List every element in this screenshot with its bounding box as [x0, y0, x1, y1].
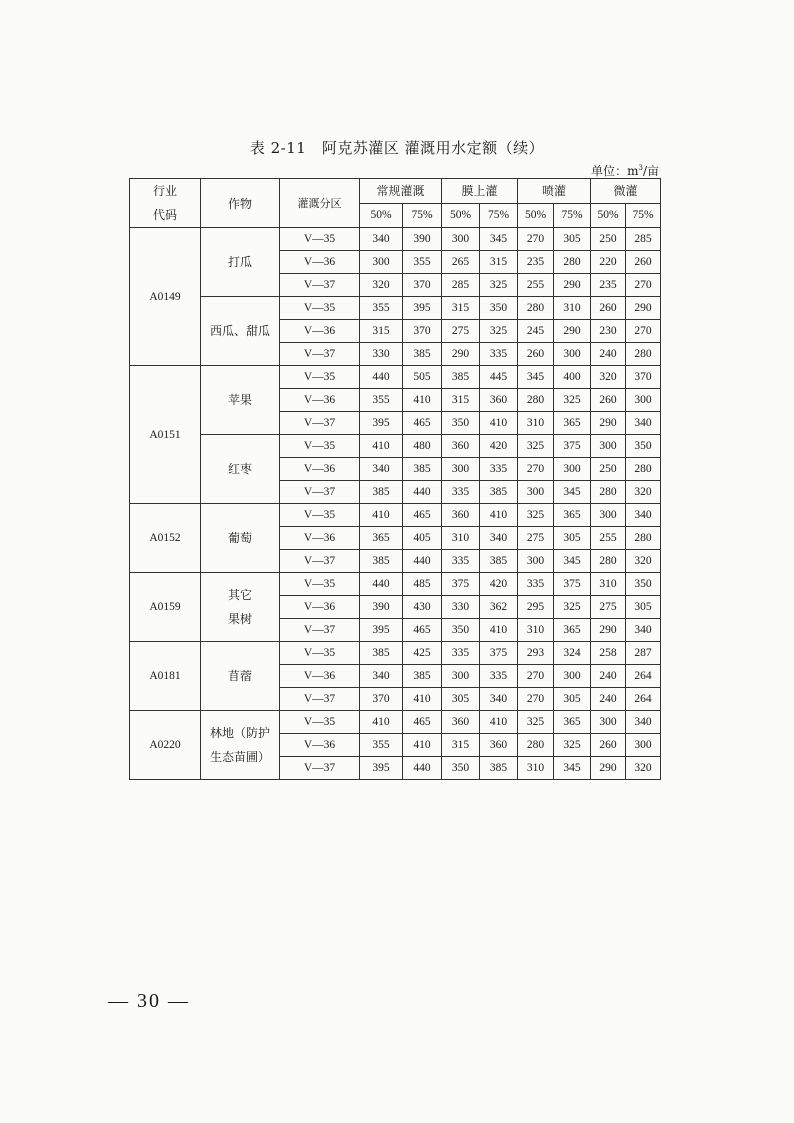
quota-value-cell: 285 — [442, 274, 480, 297]
page-number: — 30 — — [108, 990, 190, 1012]
zone-cell: V—36 — [280, 389, 360, 412]
crop-name-cell: 苜蓿 — [201, 642, 280, 711]
zone-cell: V—37 — [280, 619, 360, 642]
quota-value-cell: 340 — [360, 228, 403, 251]
table-row — [130, 711, 661, 734]
quota-value-cell: 290 — [626, 297, 661, 320]
quota-value-cell: 345 — [554, 550, 591, 573]
quota-value-cell: 350 — [442, 412, 480, 435]
quota-value-cell: 375 — [554, 435, 591, 458]
quota-value-cell: 255 — [518, 274, 554, 297]
quota-value-cell: 385 — [403, 665, 442, 688]
zone-cell: V—37 — [280, 412, 360, 435]
quota-value-cell: 350 — [626, 573, 661, 596]
quota-value-cell: 375 — [480, 642, 518, 665]
quota-value-cell: 258 — [591, 642, 626, 665]
quota-value-cell: 235 — [591, 274, 626, 297]
industry-code-cell: A0159 — [130, 573, 201, 642]
quota-value-cell: 315 — [442, 734, 480, 757]
quota-value-cell: 465 — [403, 619, 442, 642]
quota-value-cell: 280 — [626, 343, 661, 366]
unit-suffix: /亩 — [642, 164, 659, 178]
table-row — [130, 228, 661, 251]
table-row — [130, 573, 661, 596]
quota-value-cell: 410 — [403, 688, 442, 711]
header-crop: 作物 — [201, 179, 280, 228]
table-row — [130, 435, 661, 458]
header-zone: 灌溉分区 — [280, 179, 360, 228]
quota-value-cell: 315 — [442, 297, 480, 320]
header-p75: 75% — [480, 203, 518, 228]
quota-value-cell: 370 — [360, 688, 403, 711]
quota-value-cell: 355 — [403, 251, 442, 274]
quota-value-cell: 440 — [360, 366, 403, 389]
quota-value-cell: 395 — [360, 619, 403, 642]
quota-value-cell: 290 — [442, 343, 480, 366]
quota-value-cell: 315 — [360, 320, 403, 343]
quota-value-cell: 385 — [442, 366, 480, 389]
quota-value-cell: 280 — [626, 527, 661, 550]
quota-value-cell: 385 — [360, 642, 403, 665]
quota-value-cell: 300 — [442, 228, 480, 251]
zone-cell: V—36 — [280, 665, 360, 688]
quota-value-cell: 320 — [626, 481, 661, 504]
quota-value-cell: 330 — [442, 596, 480, 619]
quota-value-cell: 280 — [591, 550, 626, 573]
quota-value-cell: 325 — [554, 389, 591, 412]
quota-value-cell: 320 — [626, 757, 661, 780]
crop-name-cell: 红枣 — [201, 435, 280, 504]
industry-code-cell: A0151 — [130, 366, 201, 504]
quota-value-cell: 280 — [518, 389, 554, 412]
quota-value-cell: 310 — [554, 297, 591, 320]
quota-value-cell: 445 — [480, 366, 518, 389]
unit-superscript: 3 — [638, 164, 643, 172]
quota-value-cell: 365 — [554, 504, 591, 527]
table-row — [130, 642, 661, 665]
quota-value-cell: 335 — [442, 481, 480, 504]
quota-value-cell: 345 — [554, 757, 591, 780]
quota-value-cell: 300 — [360, 251, 403, 274]
quota-value-cell: 370 — [403, 274, 442, 297]
quota-value-cell: 395 — [360, 757, 403, 780]
quota-value-cell: 360 — [480, 389, 518, 412]
quota-value-cell: 250 — [591, 458, 626, 481]
zone-cell: V—37 — [280, 343, 360, 366]
header-p50: 50% — [442, 203, 480, 228]
header-code: 行业 代码 — [130, 179, 201, 228]
quota-value-cell: 270 — [518, 228, 554, 251]
quota-value-cell: 410 — [403, 389, 442, 412]
header-p50: 50% — [360, 203, 403, 228]
quota-value-cell: 410 — [480, 711, 518, 734]
table-row — [130, 504, 661, 527]
quota-value-cell: 305 — [554, 228, 591, 251]
quota-value-cell: 287 — [626, 642, 661, 665]
crop-name-cell: 其它 果树 — [201, 573, 280, 642]
quota-value-cell: 385 — [480, 550, 518, 573]
quota-value-cell: 290 — [591, 757, 626, 780]
quota-value-cell: 300 — [626, 734, 661, 757]
quota-value-cell: 275 — [591, 596, 626, 619]
quota-value-cell: 324 — [554, 642, 591, 665]
industry-code-cell: A0220 — [130, 711, 201, 780]
quota-value-cell: 360 — [442, 504, 480, 527]
quota-value-cell: 385 — [480, 481, 518, 504]
header-row-1 — [130, 179, 661, 204]
quota-value-cell: 345 — [480, 228, 518, 251]
quota-value-cell: 275 — [518, 527, 554, 550]
quota-value-cell: 360 — [442, 711, 480, 734]
quota-value-cell: 410 — [360, 504, 403, 527]
quota-value-cell: 360 — [480, 734, 518, 757]
quota-value-cell: 300 — [442, 458, 480, 481]
zone-cell: V—36 — [280, 458, 360, 481]
quota-value-cell: 355 — [360, 297, 403, 320]
quota-value-cell: 385 — [480, 757, 518, 780]
header-p50: 50% — [591, 203, 626, 228]
quota-value-cell: 260 — [518, 343, 554, 366]
quota-value-cell: 290 — [554, 274, 591, 297]
header-method-film: 膜上灌 — [442, 179, 518, 204]
quota-value-cell: 260 — [626, 251, 661, 274]
quota-value-cell: 410 — [360, 435, 403, 458]
zone-cell: V—36 — [280, 734, 360, 757]
quota-value-cell: 385 — [360, 481, 403, 504]
quota-value-cell: 300 — [554, 665, 591, 688]
quota-value-cell: 335 — [442, 550, 480, 573]
quota-value-cell: 385 — [403, 343, 442, 366]
quota-value-cell: 260 — [591, 389, 626, 412]
quota-value-cell: 335 — [518, 573, 554, 596]
quota-value-cell: 290 — [554, 320, 591, 343]
quota-value-cell: 410 — [480, 412, 518, 435]
quota-value-cell: 305 — [626, 596, 661, 619]
quota-value-cell: 340 — [626, 504, 661, 527]
quota-value-cell: 385 — [403, 458, 442, 481]
quota-value-cell: 425 — [403, 642, 442, 665]
quota-value-cell: 335 — [442, 642, 480, 665]
header-method-sprinkler: 喷灌 — [518, 179, 591, 204]
unit-prefix: 单位：m — [591, 164, 639, 178]
quota-value-cell: 505 — [403, 366, 442, 389]
quota-value-cell: 375 — [554, 573, 591, 596]
quota-value-cell: 315 — [480, 251, 518, 274]
table-row — [130, 366, 661, 389]
quota-value-cell: 305 — [554, 688, 591, 711]
quota-value-cell: 250 — [591, 228, 626, 251]
quota-value-cell: 330 — [360, 343, 403, 366]
quota-value-cell: 340 — [360, 665, 403, 688]
unit-label — [591, 162, 659, 179]
zone-cell: V—36 — [280, 320, 360, 343]
quota-value-cell: 325 — [480, 274, 518, 297]
quota-value-cell: 410 — [480, 504, 518, 527]
quota-value-cell: 300 — [554, 343, 591, 366]
quota-value-cell: 315 — [442, 389, 480, 412]
quota-value-cell: 350 — [480, 297, 518, 320]
quota-value-cell: 320 — [626, 550, 661, 573]
quota-value-cell: 420 — [480, 435, 518, 458]
quota-value-cell: 270 — [626, 274, 661, 297]
zone-cell: V—36 — [280, 527, 360, 550]
zone-cell: V—37 — [280, 550, 360, 573]
header-p75: 75% — [403, 203, 442, 228]
quota-value-cell: 270 — [518, 688, 554, 711]
quota-value-cell: 340 — [480, 688, 518, 711]
quota-value-cell: 395 — [403, 297, 442, 320]
quota-value-cell: 300 — [518, 481, 554, 504]
quota-value-cell: 465 — [403, 412, 442, 435]
quota-value-cell: 310 — [518, 619, 554, 642]
quota-value-cell: 395 — [360, 412, 403, 435]
quota-value-cell: 300 — [591, 435, 626, 458]
quota-value-cell: 300 — [626, 389, 661, 412]
quota-value-cell: 325 — [554, 734, 591, 757]
quota-value-cell: 340 — [626, 412, 661, 435]
quota-value-cell: 440 — [403, 550, 442, 573]
quota-value-cell: 280 — [518, 734, 554, 757]
quota-value-cell: 400 — [554, 366, 591, 389]
irrigation-quota-table — [129, 178, 661, 780]
quota-value-cell: 240 — [591, 665, 626, 688]
quota-value-cell: 300 — [442, 665, 480, 688]
quota-value-cell: 295 — [518, 596, 554, 619]
quota-value-cell: 440 — [403, 757, 442, 780]
quota-value-cell: 405 — [403, 527, 442, 550]
quota-value-cell: 240 — [591, 343, 626, 366]
quota-value-cell: 320 — [360, 274, 403, 297]
zone-cell: V—37 — [280, 757, 360, 780]
quota-value-cell: 370 — [403, 320, 442, 343]
quota-value-cell: 290 — [591, 412, 626, 435]
quota-value-cell: 325 — [518, 435, 554, 458]
quota-value-cell: 264 — [626, 665, 661, 688]
quota-value-cell: 230 — [591, 320, 626, 343]
quota-value-cell: 270 — [518, 665, 554, 688]
quota-value-cell: 235 — [518, 251, 554, 274]
quota-value-cell: 410 — [360, 711, 403, 734]
zone-cell: V—35 — [280, 435, 360, 458]
quota-value-cell: 280 — [626, 458, 661, 481]
quota-value-cell: 245 — [518, 320, 554, 343]
industry-code-cell: A0152 — [130, 504, 201, 573]
quota-value-cell: 365 — [360, 527, 403, 550]
quota-value-cell: 345 — [518, 366, 554, 389]
zone-cell: V—37 — [280, 274, 360, 297]
quota-value-cell: 360 — [442, 435, 480, 458]
quota-value-cell: 265 — [442, 251, 480, 274]
quota-value-cell: 370 — [626, 366, 661, 389]
header-method-conventional: 常规灌溉 — [360, 179, 442, 204]
quota-value-cell: 300 — [554, 458, 591, 481]
quota-value-cell: 280 — [554, 251, 591, 274]
quota-value-cell: 260 — [591, 734, 626, 757]
quota-value-cell: 355 — [360, 389, 403, 412]
quota-value-cell: 340 — [360, 458, 403, 481]
quota-value-cell: 390 — [403, 228, 442, 251]
quota-value-cell: 362 — [480, 596, 518, 619]
quota-value-cell: 365 — [554, 711, 591, 734]
zone-cell: V—35 — [280, 504, 360, 527]
quota-value-cell: 264 — [626, 688, 661, 711]
quota-value-cell: 320 — [591, 366, 626, 389]
quota-value-cell: 270 — [626, 320, 661, 343]
quota-value-cell: 260 — [591, 297, 626, 320]
quota-value-cell: 340 — [626, 619, 661, 642]
industry-code-cell: A0149 — [130, 228, 201, 366]
crop-name-cell: 西瓜、甜瓜 — [201, 297, 280, 366]
quota-value-cell: 300 — [591, 504, 626, 527]
table-title: 表 2-11 阿克苏灌区 灌溉用水定额（续） — [249, 139, 545, 157]
quota-value-cell: 350 — [626, 435, 661, 458]
zone-cell: V—35 — [280, 228, 360, 251]
quota-value-cell: 465 — [403, 504, 442, 527]
quota-value-cell: 420 — [480, 573, 518, 596]
quota-value-cell: 390 — [360, 596, 403, 619]
quota-value-cell: 350 — [442, 619, 480, 642]
industry-code-cell: A0181 — [130, 642, 201, 711]
quota-value-cell: 335 — [480, 343, 518, 366]
quota-value-cell: 480 — [403, 435, 442, 458]
table-body — [130, 228, 661, 780]
quota-value-cell: 485 — [403, 573, 442, 596]
quota-value-cell: 220 — [591, 251, 626, 274]
quota-value-cell: 410 — [403, 734, 442, 757]
quota-value-cell: 300 — [591, 711, 626, 734]
quota-value-cell: 385 — [360, 550, 403, 573]
quota-value-cell: 430 — [403, 596, 442, 619]
quota-value-cell: 440 — [360, 573, 403, 596]
quota-value-cell: 305 — [442, 688, 480, 711]
quota-value-cell: 310 — [591, 573, 626, 596]
header-p50: 50% — [518, 203, 554, 228]
quota-value-cell: 310 — [442, 527, 480, 550]
quota-value-cell: 285 — [626, 228, 661, 251]
quota-value-cell: 335 — [480, 665, 518, 688]
quota-value-cell: 325 — [518, 711, 554, 734]
quota-value-cell: 325 — [480, 320, 518, 343]
zone-cell: V—36 — [280, 596, 360, 619]
zone-cell: V—35 — [280, 297, 360, 320]
quota-value-cell: 365 — [554, 619, 591, 642]
quota-value-cell: 350 — [442, 757, 480, 780]
quota-value-cell: 365 — [554, 412, 591, 435]
quota-value-cell: 310 — [518, 412, 554, 435]
zone-cell: V—37 — [280, 481, 360, 504]
quota-value-cell: 410 — [480, 619, 518, 642]
crop-name-cell: 打瓜 — [201, 228, 280, 297]
zone-cell: V—35 — [280, 711, 360, 734]
table-row — [130, 297, 661, 320]
crop-name-cell: 葡萄 — [201, 504, 280, 573]
quota-value-cell: 355 — [360, 734, 403, 757]
quota-value-cell: 440 — [403, 481, 442, 504]
zone-cell: V—35 — [280, 642, 360, 665]
quota-value-cell: 280 — [591, 481, 626, 504]
crop-name-cell: 苹果 — [201, 366, 280, 435]
quota-value-cell: 340 — [480, 527, 518, 550]
quota-value-cell: 293 — [518, 642, 554, 665]
zone-cell: V—37 — [280, 688, 360, 711]
header-method-micro: 微灌 — [591, 179, 661, 204]
quota-value-cell: 270 — [518, 458, 554, 481]
quota-value-cell: 340 — [626, 711, 661, 734]
header-p75: 75% — [554, 203, 591, 228]
zone-cell: V—35 — [280, 573, 360, 596]
header-p75: 75% — [626, 203, 661, 228]
quota-value-cell: 255 — [591, 527, 626, 550]
quota-value-cell: 465 — [403, 711, 442, 734]
quota-value-cell: 335 — [480, 458, 518, 481]
quota-value-cell: 325 — [554, 596, 591, 619]
quota-value-cell: 240 — [591, 688, 626, 711]
crop-name-cell: 林地（防护 生态苗圃） — [201, 711, 280, 780]
quota-value-cell: 345 — [554, 481, 591, 504]
quota-value-cell: 290 — [591, 619, 626, 642]
quota-value-cell: 310 — [518, 757, 554, 780]
quota-value-cell: 325 — [518, 504, 554, 527]
quota-value-cell: 275 — [442, 320, 480, 343]
quota-value-cell: 280 — [518, 297, 554, 320]
zone-cell: V—36 — [280, 251, 360, 274]
quota-value-cell: 300 — [518, 550, 554, 573]
quota-value-cell: 375 — [442, 573, 480, 596]
zone-cell: V—35 — [280, 366, 360, 389]
quota-value-cell: 305 — [554, 527, 591, 550]
